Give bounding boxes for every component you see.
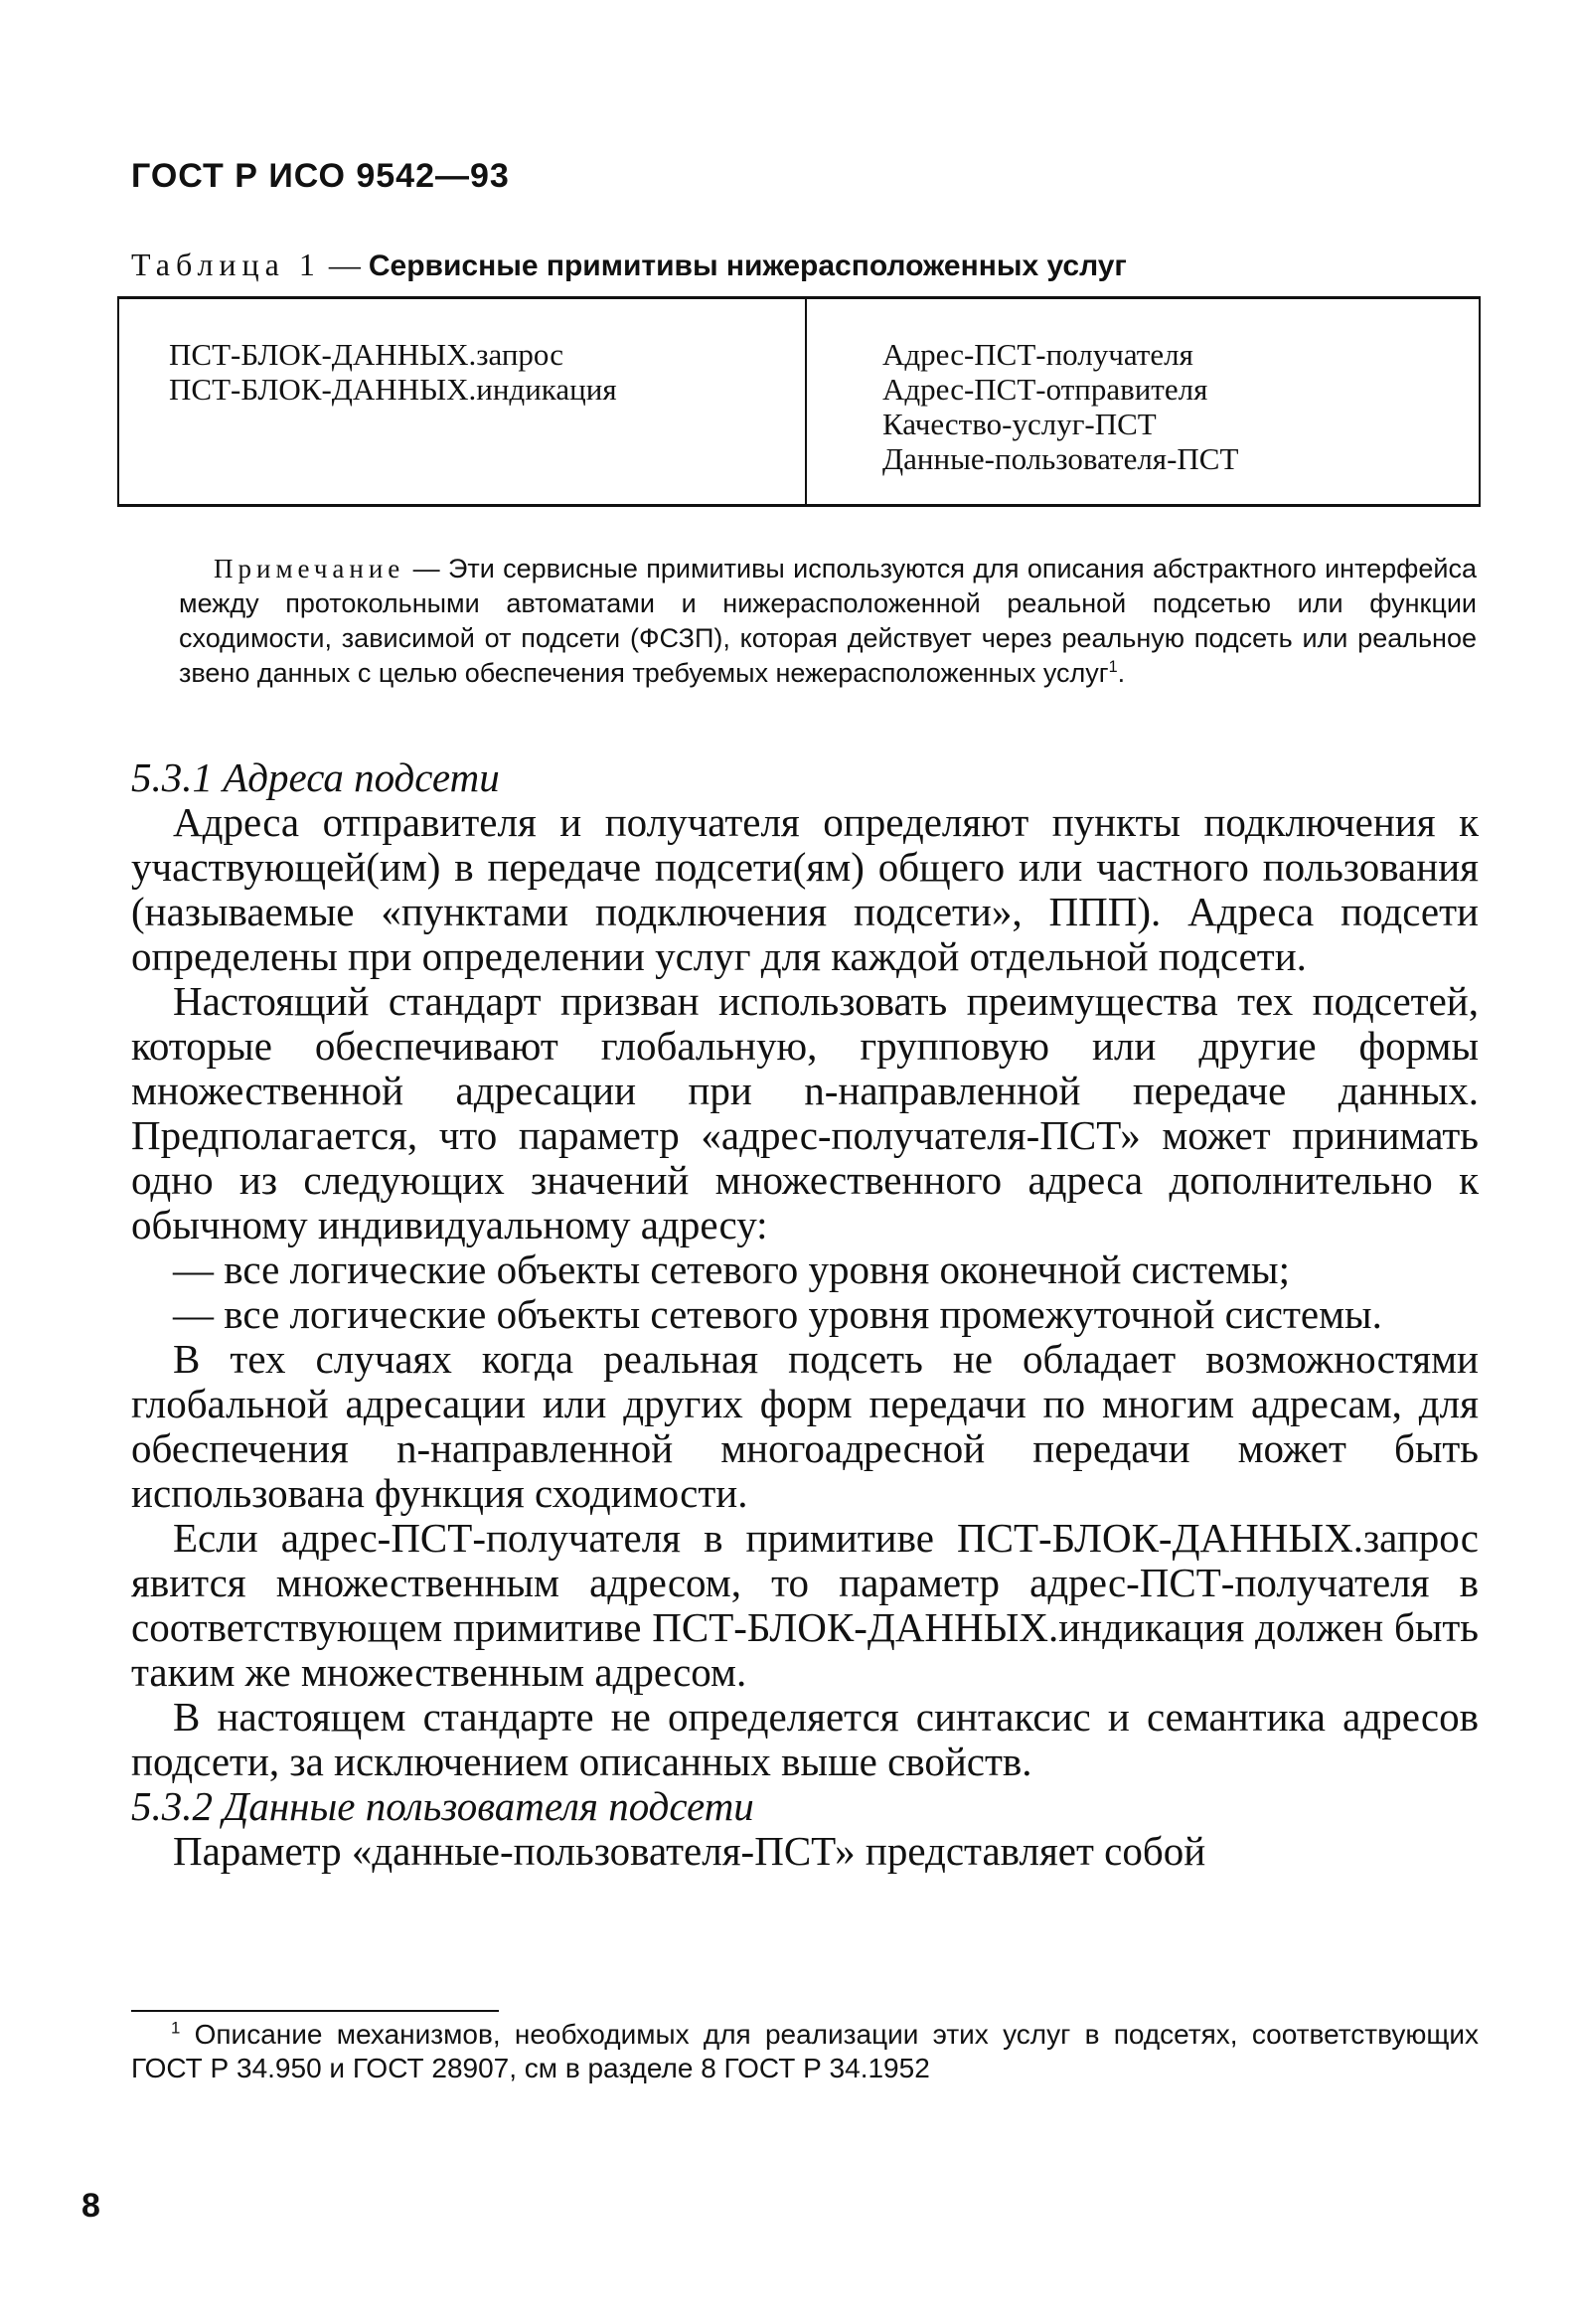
list-item: — все логические объекты сетевого уровня промежуточной системы. — [173, 1291, 1382, 1337]
footnote-text: Описание механизмов, необходимых для реализации этих услуг в подсетях, соответствующих ГОСТ Р 34.950 и ГОСТ 28907, см в разделе 8 ГОСТ Р 34.1952 — [131, 2019, 1479, 2083]
page-number: 8 — [81, 2187, 100, 2225]
table-cell-parameters — [882, 337, 1238, 476]
section-532-heading: 5.3.2 Данные пользователя подсети — [131, 1783, 754, 1829]
footnote — [131, 2018, 1479, 2085]
list-item: — все логические объекты сетевого уровня оконечной системы; — [173, 1246, 1290, 1292]
parameter-item: Данные-пользователя-ПСТ — [882, 441, 1239, 476]
parameter-item: Адрес-ПСТ-отправителя — [882, 372, 1208, 407]
parameter-item: Качество-услуг-ПСТ — [882, 407, 1157, 441]
paragraph: Если адрес-ПСТ-получателя в примитиве ПСТ-БЛОК-ДАННЫХ.запрос явится множественным адресом, то параметр адрес-ПСТ-получателя в соответствующем примитиве ПСТ-БЛОК-ДАННЫХ.индикация должен быть таким же множественным адресом. — [131, 1515, 1479, 1695]
footnote-divider — [131, 2010, 499, 2012]
table-caption-title: Сервисные примитивы нижерасположенных услуг — [368, 249, 1127, 282]
table-note: Примечание — Эти сервисные примитивы используются для описания абстрактного интерфейса между протокольными автоматами и нижерасположенной реальной подсетью или функции сходимости, зависимой от подсети (ФСЗП), которая действует через реальную подсеть или реальное звено данных с целью обеспечения требуемых нежерасположенных услуг$^1$. — [179, 554, 1477, 688]
footnote-number: 1 — [171, 2018, 181, 2038]
note-label: Примечание — [214, 554, 405, 583]
paragraph: Адреса отправителя и получателя определяют пункты подключения к участвующей(им) в передаче подсети(ям) общего или частного пользования (называемые «пунктами подключения подсети», ППП). Адреса подсети определены при определении услуг для каждой отдельной подсети. — [131, 799, 1479, 979]
table-column-divider — [805, 299, 807, 504]
paragraph: Параметр «данные-пользователя-ПСТ» представляет собой — [173, 1828, 1206, 1874]
primitives-table — [117, 296, 1481, 507]
table-caption-label: Таблица 1 — [131, 247, 321, 282]
primitive-request: ПСТ-БЛОК-ДАННЫХ.запрос — [169, 337, 563, 372]
note-text: — Эти сервисные примитивы используются для описания абстрактного интерфейса между протокольными автоматами и нижерасположенной реальной подсетью или функции сходимости, зависимой от подсети (ФСЗП), которая действует через реальную подсеть или реальное звено данных с целью обеспечения требуемых нежерасположенных услуг — [179, 554, 1477, 688]
parameter-item: Адрес-ПСТ-получателя — [882, 337, 1193, 372]
paragraph: Настоящий стандарт призван использовать преимущества тех подсетей, которые обеспечивают глобальную, групповую или другие формы множественной адресации при n-направленной передаче данных. Предполагается, что параметр «адрес-получателя-ПСТ» может принимать одно из следующих значений множественного адреса дополнительно к обычному индивидуальному адресу: — [131, 978, 1479, 1247]
table-cell-primitives — [169, 337, 617, 407]
note-footnote-ref: 1 — [1108, 658, 1118, 676]
paragraph: В настоящем стандарте не определяется синтаксис и семантика адресов подсети, за исключением описанных выше свойств. — [131, 1694, 1479, 1784]
body-text — [131, 755, 1479, 1874]
primitive-indication: ПСТ-БЛОК-ДАННЫХ.индикация — [169, 372, 617, 407]
document-header: ГОСТ Р ИСО 9542—93 — [131, 157, 510, 195]
table-caption-dash: — — [320, 247, 369, 282]
table-caption — [131, 247, 1127, 283]
paragraph: В тех случаях когда реальная подсеть не обладает возможностями глобальной адресации или других форм передачи по многим адресам, для обеспечения n-направленной многоадресной передачи может быть использована функция сходимости. — [131, 1336, 1479, 1516]
section-531-heading: 5.3.1 Адреса подсети — [131, 754, 500, 800]
